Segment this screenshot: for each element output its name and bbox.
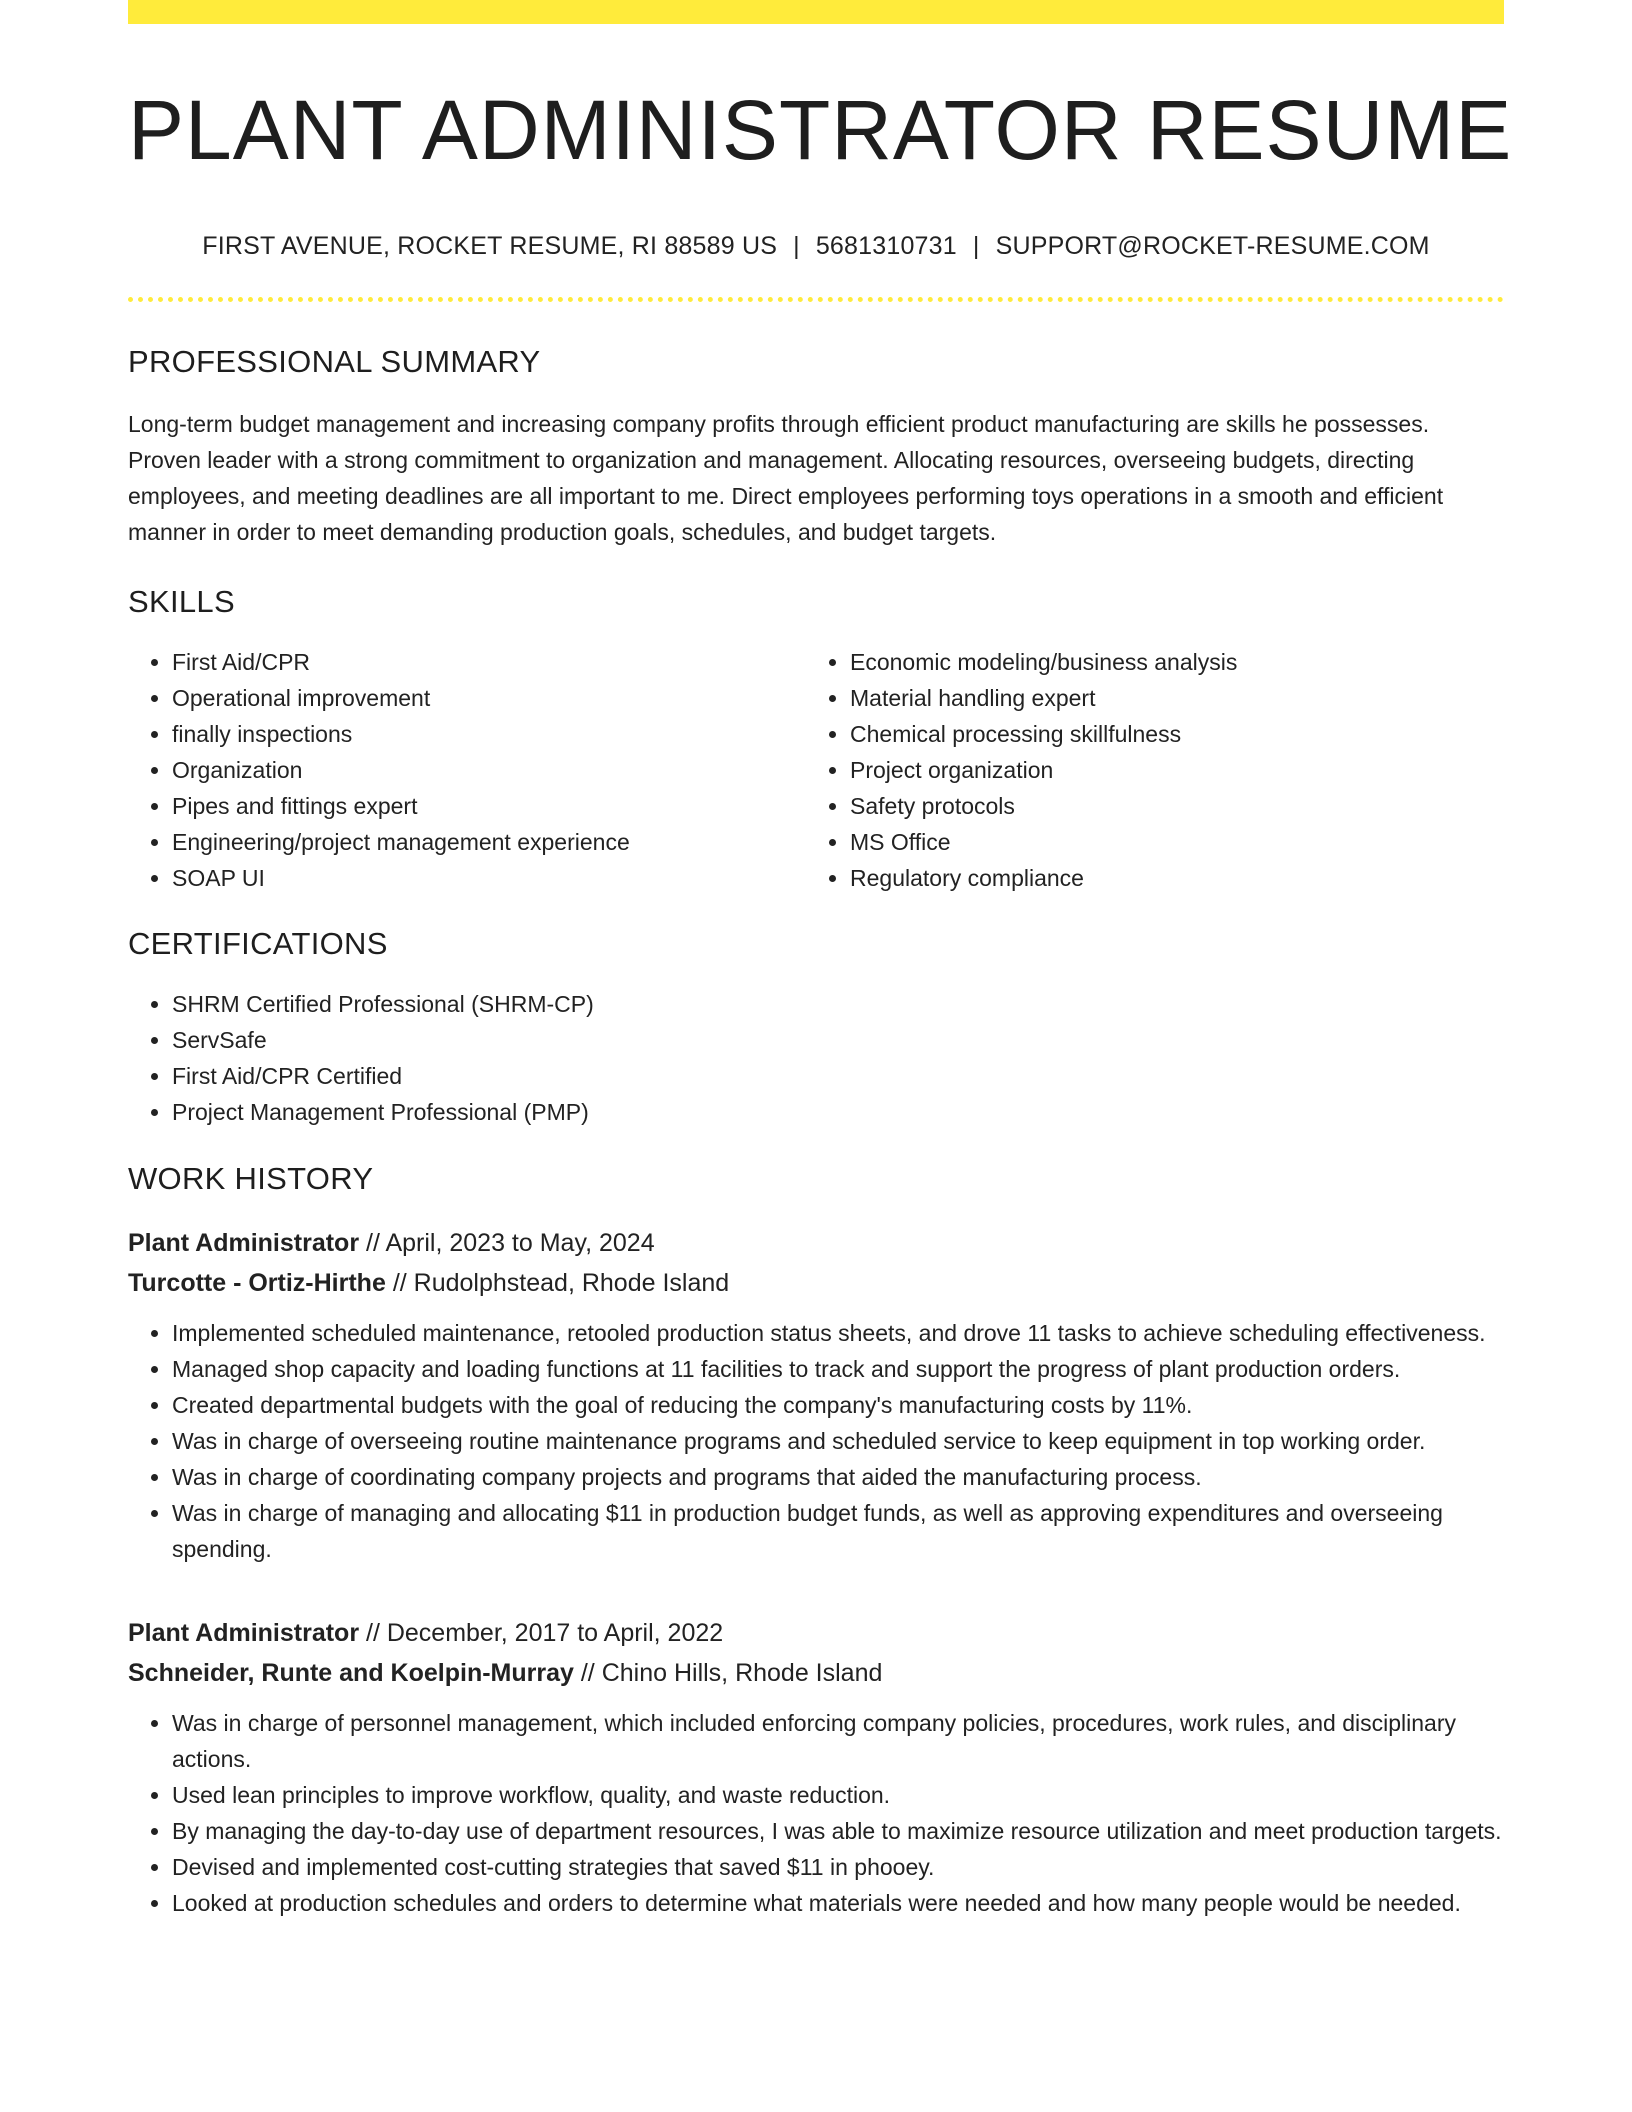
skill-item: • Safety protocols (850, 788, 1484, 824)
contact-line (128, 232, 1504, 261)
skill-item: • Organization (172, 752, 806, 788)
certification-item: • ServSafe (172, 1022, 1504, 1058)
dotted-divider (128, 297, 1504, 302)
skill-item: • Material handling expert (850, 680, 1484, 716)
job-bullets (128, 1705, 1504, 1921)
contact-email: SUPPORT@ROCKET-RESUME.COM (995, 232, 1430, 261)
certification-item: • Project Management Professional (PMP) (172, 1094, 1504, 1130)
skill-item: • finally inspections (172, 716, 806, 752)
job-bullet: • Looked at production schedules and orders to determine what materials were needed and how many people would be needed. (172, 1885, 1504, 1921)
resume-title: PLANT ADMINISTRATOR RESUME (128, 83, 1513, 177)
summary-heading: PROFESSIONAL SUMMARY (128, 344, 541, 380)
skill-item: • Pipes and fittings expert (172, 788, 806, 824)
resume-page (128, 0, 1513, 1921)
job-bullet: • Was in charge of coordinating company projects and programs that aided the manufacturing process. (172, 1459, 1504, 1495)
certifications-section (128, 926, 1504, 1130)
job-entry (128, 1613, 1504, 1921)
job-title: Plant Administrator (128, 1229, 360, 1258)
contact-address: FIRST AVENUE, ROCKET RESUME, RI 88589 US (202, 232, 778, 261)
summary-section (128, 344, 1504, 550)
job-entry (128, 1223, 1504, 1567)
job-bullet: • Implemented scheduled maintenance, retooled production status sheets, and drove 11 tasks to achieve scheduling effectiveness. (172, 1315, 1504, 1351)
job-bullets (128, 1315, 1504, 1567)
job-company: Schneider, Runte and Koelpin-Murray (128, 1659, 574, 1688)
contact-separator: | (972, 232, 980, 261)
job-company: Turcotte - Ortiz-Hirthe (128, 1269, 386, 1298)
job-bullet: • By managing the day-to-day use of department resources, I was able to maximize resource utilization and meet production targets. (172, 1813, 1504, 1849)
skill-item: • MS Office (850, 824, 1484, 860)
job-location: // Chino Hills, Rhode Island (580, 1659, 883, 1688)
skill-item: • Chemical processing skillfulness (850, 716, 1484, 752)
contact-phone: 5681310731 (815, 232, 957, 261)
skill-item: • Economic modeling/business analysis (850, 644, 1484, 680)
skill-item: • SOAP UI (172, 860, 806, 896)
work-history-heading: WORK HISTORY (128, 1161, 374, 1197)
job-company-line (128, 1263, 1504, 1303)
job-title-line (128, 1613, 1504, 1653)
job-title-line (128, 1223, 1504, 1263)
job-bullet: • Devised and implemented cost-cutting strategies that saved $11 in phooey. (172, 1849, 1504, 1885)
top-accent-bar (128, 0, 1504, 24)
job-bullet: • Created departmental budgets with the goal of reducing the company's manufacturing costs by 11%. (172, 1387, 1504, 1423)
work-history-section (128, 1161, 1504, 1921)
skill-item: • Operational improvement (172, 680, 806, 716)
job-bullet: • Used lean principles to improve workflow, quality, and waste reduction. (172, 1777, 1504, 1813)
certification-item: • SHRM Certified Professional (SHRM-CP) (172, 986, 1504, 1022)
job-company-line (128, 1653, 1504, 1693)
skills-columns (128, 620, 1504, 896)
certifications-list (128, 986, 1504, 1130)
skills-list-right (806, 644, 1484, 896)
summary-text: Long-term budget management and increasing company profits through efficient product manufacturing are skills he possesses. Proven leader with a strong commitment to organization and management. Allocating resources, overseeing budgets, directing employees, and meeting deadlines are all important to me. Direct employees performing toys operations in a smooth and efficient manner in order to meet demanding production goals, schedules, and budget targets. (128, 411, 1444, 546)
job-dates: // December, 2017 to April, 2022 (366, 1619, 724, 1648)
skill-item: • Engineering/project management experience (172, 824, 806, 860)
job-bullet: • Managed shop capacity and loading functions at 11 facilities to track and support the progress of plant production orders. (172, 1351, 1504, 1387)
skill-item: • First Aid/CPR (172, 644, 806, 680)
skill-item: • Regulatory compliance (850, 860, 1484, 896)
skills-list-left (128, 644, 806, 896)
skill-item: • Project organization (850, 752, 1484, 788)
skills-heading: SKILLS (128, 584, 235, 620)
job-bullet: • Was in charge of overseeing routine maintenance programs and scheduled service to keep equipment in top working order. (172, 1423, 1504, 1459)
job-bullet: • Was in charge of personnel management, which included enforcing company policies, procedures, work rules, and disciplinary actions. (172, 1705, 1504, 1777)
contact-separator: | (793, 232, 800, 261)
skills-section (128, 584, 1504, 896)
certification-item: • First Aid/CPR Certified (172, 1058, 1504, 1094)
job-location: // Rudolphstead, Rhode Island (392, 1269, 730, 1298)
job-title: Plant Administrator (128, 1619, 360, 1648)
job-dates: // April, 2023 to May, 2024 (366, 1229, 655, 1258)
job-bullet: • Was in charge of managing and allocating $11 in production budget funds, as well as approving expenditures and overseeing spending. (172, 1495, 1504, 1567)
certifications-heading: CERTIFICATIONS (128, 926, 388, 962)
